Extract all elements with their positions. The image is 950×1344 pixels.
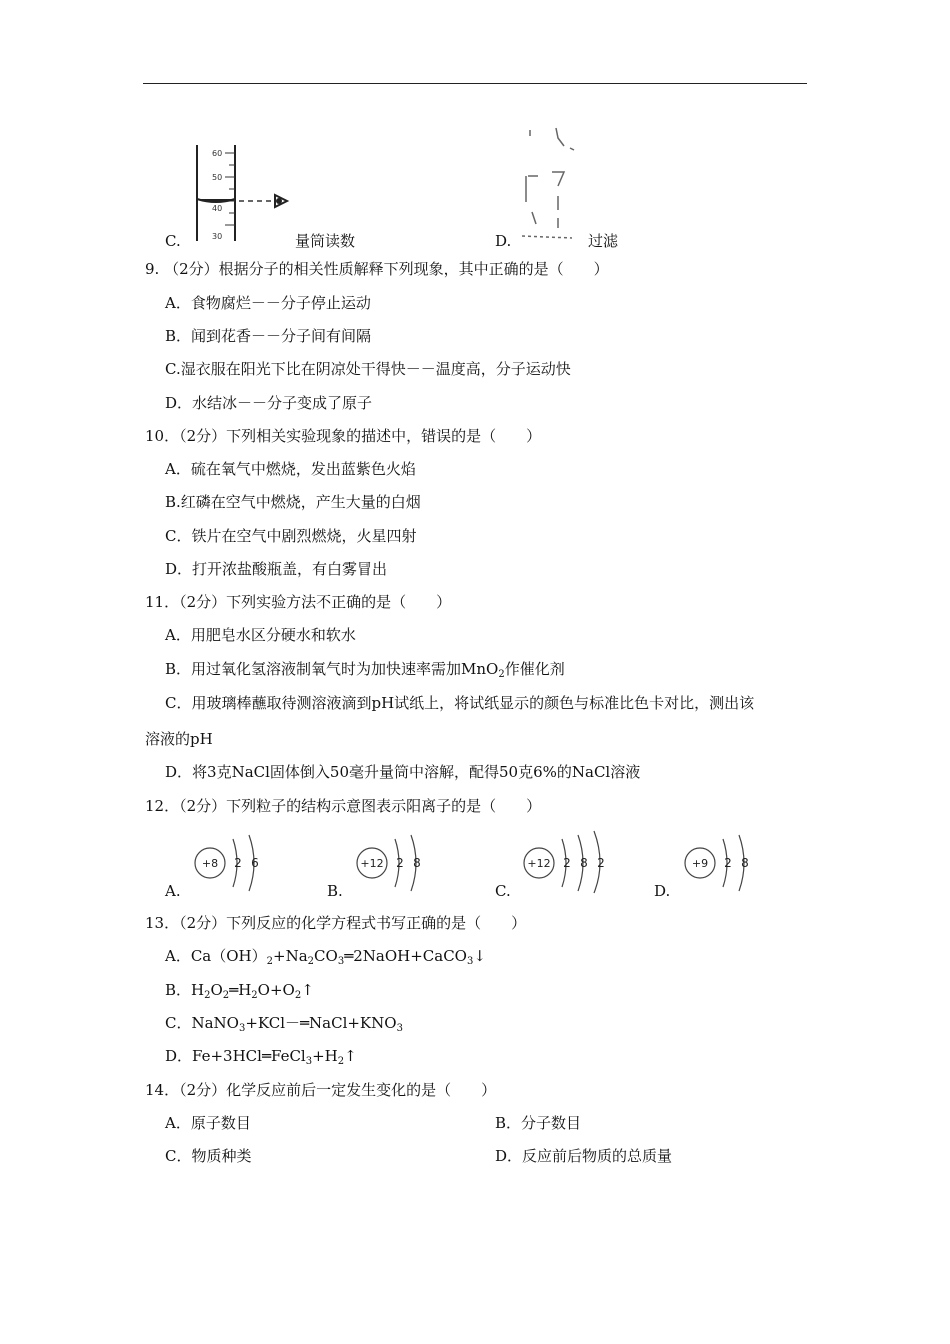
graduated-cylinder-figure <box>195 143 295 243</box>
q12-d-nucleus: +9 <box>691 857 709 870</box>
figure-c-letter: C. <box>165 232 181 250</box>
q9-stem: 9. （2分）根据分子的相关性质解释下列现象，其中正确的是（ ） <box>145 260 609 278</box>
q9-option-b: B．闻到花香－－分子间有间隔 <box>165 327 372 345</box>
q13-stem: 13．（2分）下列反应的化学方程式书写正确的是（ ） <box>145 914 527 932</box>
q9-option-d: D．水结冰－－分子变成了原子 <box>165 394 373 412</box>
q12-option-a-letter: A. <box>165 882 181 900</box>
q12-d-shell2: 8 <box>741 856 749 870</box>
q10-stem: 10．（2分）下列相关实验现象的描述中，错误的是（ ） <box>145 427 542 445</box>
q13-option-c: C．$NaNO_3+KCl-═NaCl+KNO_3$ <box>165 1014 403 1034</box>
q9-option-a: A．食物腐烂－－分子停止运动 <box>165 294 371 312</box>
q12-b-shell2: 8 <box>413 856 421 870</box>
q9-option-c: C.湿衣服在阳光下比在阴凉处干得快－－温度高，分子运动快 <box>165 360 571 378</box>
q12-d-shell1: 2 <box>724 856 732 870</box>
q14-stem: 14．（2分）化学反应前后一定发生变化的是（ ） <box>145 1081 497 1099</box>
header-rule <box>143 83 807 84</box>
q14-option-d: D．反应前后物质的总质量 <box>495 1147 673 1165</box>
q12-c-shell3: 2 <box>597 856 605 870</box>
q11-option-b: B．用过氧化氢溶液制氧气时为加快速率需加MnO$_2$作催化剂 <box>165 660 565 680</box>
q12-option-d-diagram <box>683 831 763 895</box>
q12-c-nucleus: +12 <box>527 857 551 870</box>
q12-b-shell1: 2 <box>396 856 404 870</box>
tick-40: 40 <box>212 204 223 213</box>
q12-option-b-diagram <box>355 831 435 895</box>
q12-b-nucleus: +12 <box>360 857 384 870</box>
q11-option-c-line2: 溶液的pH <box>145 730 213 748</box>
q10-option-d: D．打开浓盐酸瓶盖，有白雾冒出 <box>165 560 388 578</box>
q12-a-shell1: 2 <box>234 856 242 870</box>
q12-a-shell2: 6 <box>251 856 259 870</box>
q11-option-d: D．将3克NaCl固体倒入50毫升量筒中溶解，配得50克6%的NaCl溶液 <box>165 763 641 781</box>
q14-option-a: A．原子数目 <box>165 1114 251 1132</box>
q12-c-shell1: 2 <box>563 856 571 870</box>
figure-d-letter: D. <box>495 232 512 250</box>
figure-c-caption: 量筒读数 <box>295 232 356 250</box>
q12-stem: 12．（2分）下列粒子的结构示意图表示阳离子的是（ ） <box>145 797 542 815</box>
q13-option-b: B．$H_2O_2═H_2O+O_2↑$ <box>165 981 314 1001</box>
tick-60: 60 <box>212 149 223 158</box>
q12-option-b-letter: B. <box>327 882 343 900</box>
tick-50: 50 <box>212 173 223 182</box>
q12-option-d-letter: D. <box>654 882 671 900</box>
figure-d-caption: 过滤 <box>588 232 619 250</box>
q11-option-c-line1: C．用玻璃棒蘸取待测溶液滴到pH试纸上，将试纸显示的颜色与标准比色卡对比，测出该 <box>165 694 755 712</box>
q12-option-c-letter: C. <box>495 882 511 900</box>
q10-option-c: C．铁片在空气中剧烈燃烧，火星四射 <box>165 527 417 545</box>
q10-option-b: B.红磷在空气中燃烧，产生大量的白烟 <box>165 493 421 511</box>
q10-option-a: A．硫在氧气中燃烧，发出蓝紫色火焰 <box>165 460 416 478</box>
q13-option-d: D．$Fe+3HCl═FeCl_3+H_2↑$ <box>165 1047 357 1067</box>
q12-option-c-diagram <box>522 827 618 895</box>
q12-c-shell2: 8 <box>580 856 588 870</box>
filtration-figure <box>518 124 588 244</box>
q12-a-nucleus: +8 <box>201 857 219 870</box>
q11-stem: 11．（2分）下列实验方法不正确的是（ ） <box>145 593 452 611</box>
q14-option-c: C．物质种类 <box>165 1147 252 1165</box>
q12-option-a-diagram <box>193 831 273 895</box>
q14-option-b: B．分子数目 <box>495 1114 582 1132</box>
q11-option-a: A．用肥皂水区分硬水和软水 <box>165 626 356 644</box>
q13-option-a: A．$Ca(OH)_2+Na_2CO_3═2NaOH+CaCO_3↓$ <box>165 947 486 967</box>
tick-30: 30 <box>212 232 223 241</box>
